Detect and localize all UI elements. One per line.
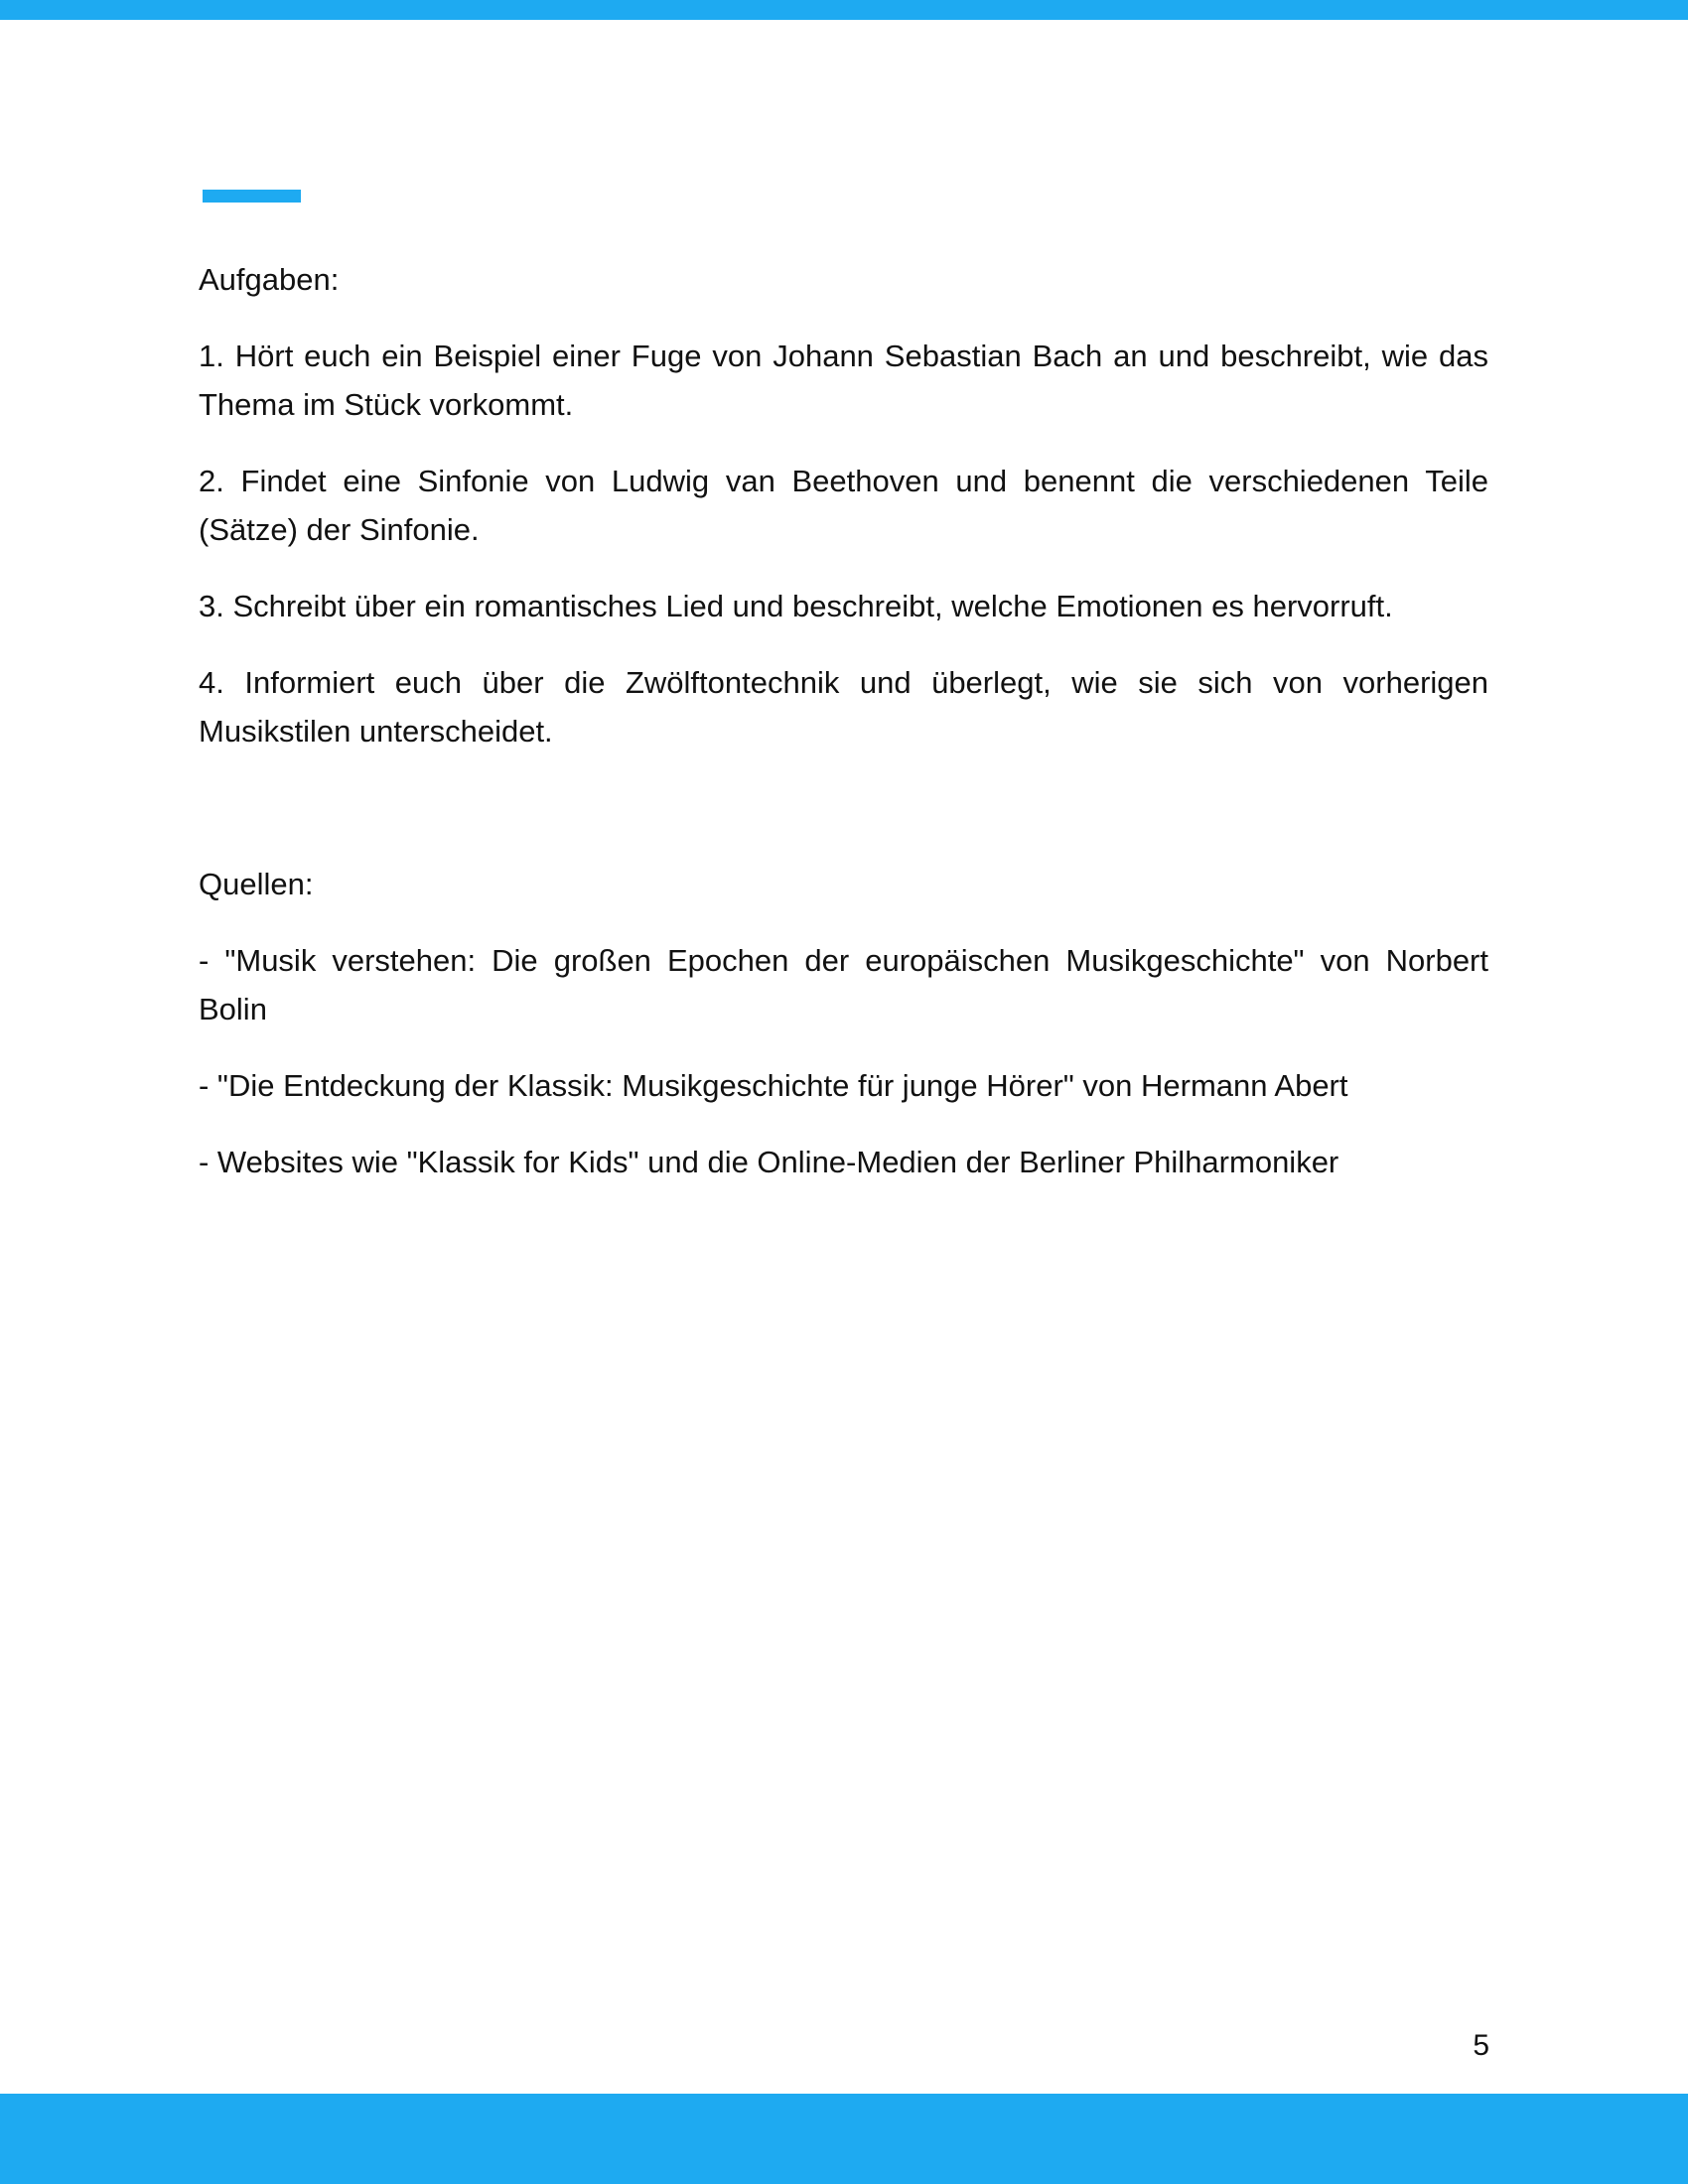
source-item: - "Musik verstehen: Die großen Epochen der europäischen Musikgeschichte" von Norbert Bolin [199,943,1488,1026]
source-item: - "Die Entdeckung der Klassik: Musikgeschichte für junge Hörer" von Hermann Abert [199,1068,1348,1103]
source-item: - Websites wie "Klassik for Kids" und die Online-Medien der Berliner Philharmoniker [199,1145,1339,1179]
footer-band [0,2094,1688,2184]
task-item: 2. Findet eine Sinfonie von Ludwig van Beethoven und benennt die verschiedenen Teile (Sätze) der Sinfonie. [199,464,1488,547]
sources-heading: Quellen: [199,867,314,901]
tasks-heading: Aufgaben: [199,262,340,297]
task-item: 1. Hört euch ein Beispiel einer Fuge von Johann Sebastian Bach an und beschreibt, wie das Thema im Stück vorkommt. [199,339,1488,422]
task-item: 4. Informiert euch über die Zwölftontechnik und überlegt, wie sie sich von vorherigen Musikstilen unterscheidet. [199,665,1488,749]
page-number: 5 [1473,2029,1489,2062]
task-item: 3. Schreibt über ein romantisches Lied und beschreibt, welche Emotionen es hervorruft. [199,589,1393,623]
accent-bar [203,190,301,203]
page-content [199,255,1488,1214]
header-band [0,0,1688,20]
